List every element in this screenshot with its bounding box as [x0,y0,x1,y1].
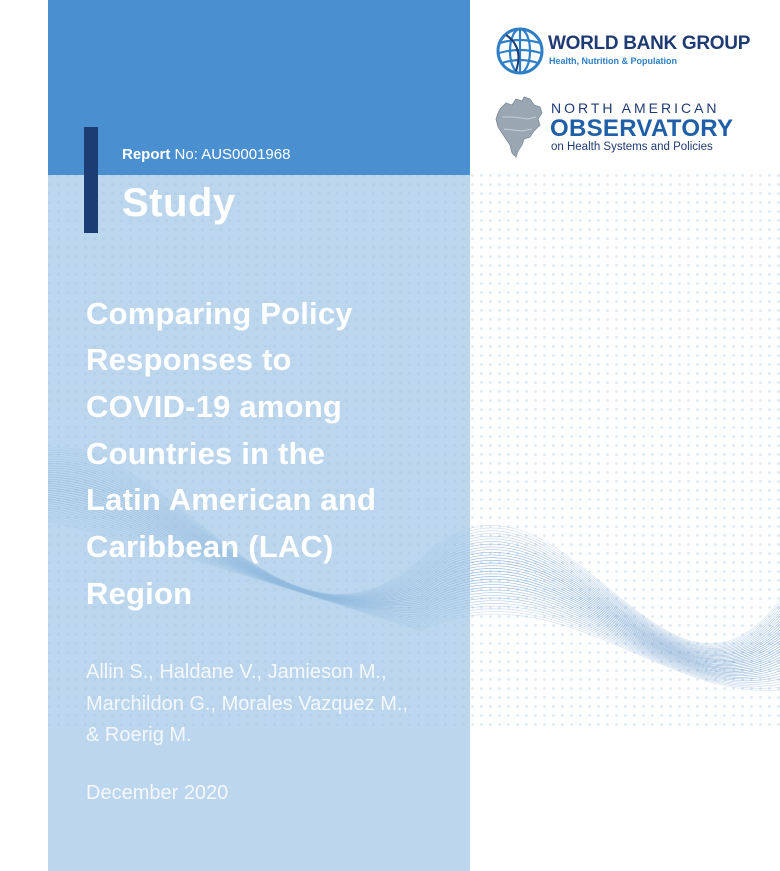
report-number-value: No: AUS0001968 [174,146,291,163]
author-line: & Roerig M. [86,724,192,746]
publication-date: December 2020 [86,782,229,804]
author-line: Marchildon G., Morales Vazquez M., [86,693,408,715]
document-type: Study [122,181,236,225]
observatory-name: OBSERVATORY [550,115,734,142]
author-line: Allin S., Haldane V., Jamieson M., [86,661,387,683]
world-bank-name: WORLD BANK GROUP [548,33,751,54]
globe-icon [496,27,544,75]
title-line: Responses to [86,342,292,377]
left-margin-strip [0,0,48,871]
title-line: Latin American and [86,482,377,517]
report-number [122,146,290,163]
accent-bar [84,127,98,233]
title-line: Region [86,576,193,611]
cover-panel-bottom [48,175,470,871]
title-line: COVID-19 among [86,389,343,424]
report-label: Report [122,146,171,163]
title-line: Caribbean (LAC) [86,529,334,564]
north-america-map-icon [494,95,546,159]
observatory-top-line: NORTH AMERICAN [551,100,720,116]
title-line: Comparing Policy [86,296,353,331]
observatory-subtitle: on Health Systems and Policies [551,141,713,153]
world-bank-subtitle: Health, Nutrition & Population [549,56,677,66]
title-line: Countries in the [86,436,326,471]
